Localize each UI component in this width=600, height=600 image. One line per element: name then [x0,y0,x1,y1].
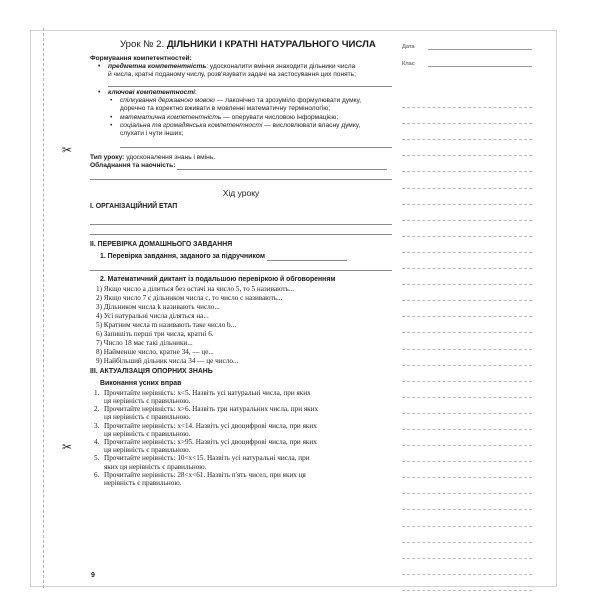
list-item [90,389,392,405]
list-item: 4) Усі натуральні числа діляться на... [96,312,209,321]
homework-check [100,253,392,261]
exercise-number: 5. [94,454,100,463]
list-item: 5) Кратним числа m називають таке число b... [96,321,237,330]
section-homework: II. ПЕРЕВІРКА ДОМАШНЬОГО ЗАВДАННЯ [90,241,233,249]
key-item-cont: слухати і чути інших; [120,129,184,137]
exercise-line: ця нерівність є правильною. [104,396,191,405]
exercise-number: 4. [94,437,100,446]
class-label: Клас [402,61,415,67]
competencies-heading: Формування компетентностей: [90,55,192,62]
lesson-number: Урок № 2. [120,39,165,50]
lesson-title-text: ДІЛЬНИКИ І КРАТНІ НАТУРАЛЬНОГО ЧИСЛА [166,39,376,50]
key-item-1 [90,97,392,113]
exercise-line: ця нерівність є правильною. [104,429,191,438]
list-item: 8) Найменше число, кратне 34, — це... [96,347,214,356]
exercise-line: нерівність є правильною. [104,478,182,487]
key-item-3 [90,122,392,138]
fill-line [90,172,392,180]
list-item [90,438,392,454]
list-item: 2) Якщо число 7 є дільником числа c, то число c називають... [96,294,283,303]
fill-line [108,79,392,87]
lesson-title [120,38,392,52]
key-item-text: — лаконічно та зрозуміло формулювати думку, [214,97,362,105]
scissors-icon: ✂ [62,143,73,157]
exercise-line: яких ця нерівність є правильною. [104,462,207,471]
exercises-heading: Виконання усних вправ [100,379,182,387]
exercise-line: ця нерівність є правильною. [104,446,191,455]
lesson-content [90,38,392,487]
subject-label: предметна компетентність [108,63,207,71]
fill-line [90,227,392,235]
class-row [402,61,532,72]
class-field [428,66,532,67]
key-item-label: математична компетентність [120,113,222,121]
exercise-list [90,389,392,487]
exercise-line: Прочитайте нерівність: x<5. Назвіть усі натуральні числа, при яких [104,388,311,397]
homework-field [267,254,347,261]
cut-line [43,28,44,588]
list-item: 1) Якщо число a ділиться без остачі на число 5, то 5 називають... [96,285,295,294]
list-item [90,405,392,421]
key-item-text: — оперувати числовою інформацією; [221,113,339,121]
key-colon: : [195,89,197,97]
key-label: ключові компетентності [108,89,196,97]
equipment-label: Обладнання та наочність: [90,161,176,169]
exercise-line: Прочитайте нерівність: x<14. Назвіть усі двоцифрові числа, при яких [104,421,317,430]
key-item-label: соціальна та громадянська компетентності [120,121,263,129]
key-item-label: спілкування державною мовою [120,97,215,105]
list-item: 6) Запишіть перші три числа, кратні 6. [96,329,214,338]
list-item: 9) Найбільший дільник числа 34 — це число... [96,356,239,365]
exercise-line: Прочитайте нерівність: x>95. Назвіть усі двоцифрові числа, при яких [104,437,317,446]
notes-lines [402,92,532,591]
section-organizational: I. ОРГАНІЗАЦІЙНИЙ ЕТАП [90,203,178,211]
lesson-type [90,154,392,162]
exercise-number: 2. [94,405,100,414]
date-label: Дата [402,44,415,50]
date-row [402,44,532,55]
dictation-list [90,285,392,365]
fill-line [120,140,392,148]
key-item-cont: доречно та коректно вживати в мовленні математичну термінологію; [120,105,331,113]
list-item [90,422,392,438]
lesson-type-label: Тип уроку: [90,153,125,161]
fill-line [90,263,392,271]
exercise-number: 3. [94,421,100,430]
section-actualization: III. АКТУАЛІЗАЦІЯ ОПОРНИХ ЗНАНЬ [90,367,213,375]
subject-text-2: й числа, кратні поданому числу, розв'язувати задачі на застосування цих понять; [108,71,356,79]
page-number: 9 [91,572,95,579]
subject-text-1: : удосконалити вміння знаходити дільники числа [206,63,356,71]
dictation-heading: 2. Математичний диктант із подальшою перевіркою й обговоренням [100,276,336,284]
key-item-2 [90,114,392,122]
key-item-text: — висловлювати власну думку, [262,121,361,129]
list-item: 3) Дільником числа k називають число... [96,303,220,312]
course-heading: Хід уроку [222,188,260,199]
exercise-line: Прочитайте нерівність: 10<x<15. Назвіть усі натуральні числа, при [104,454,310,463]
list-item [90,471,392,487]
list-item: 7) Число 18 має такі дільники... [96,338,193,347]
subject-competence [90,63,392,79]
exercise-line: Прочитайте нерівність: 28<x<61. Назвіть п'ять чисел, при яких ця [104,470,306,479]
exercise-number: 6. [94,470,100,479]
date-field [428,49,532,50]
scissors-icon: ✂ [62,440,73,454]
exercise-line: Прочитайте нерівність: x>6. Назвіть три натуральних числа, при яких [104,405,319,414]
homework-check-text: 1. Перевірка завдання, заданого за підручником [100,253,265,261]
list-item [90,454,392,470]
date-class-panel [402,44,532,72]
lesson-type-value: удосконалення знань і вмінь. [124,153,216,161]
exercise-line: ця нерівність є правильною. [104,413,191,422]
equipment [90,162,392,170]
fill-line [90,217,392,225]
equipment-field [177,163,387,170]
exercise-number: 1. [94,388,100,397]
